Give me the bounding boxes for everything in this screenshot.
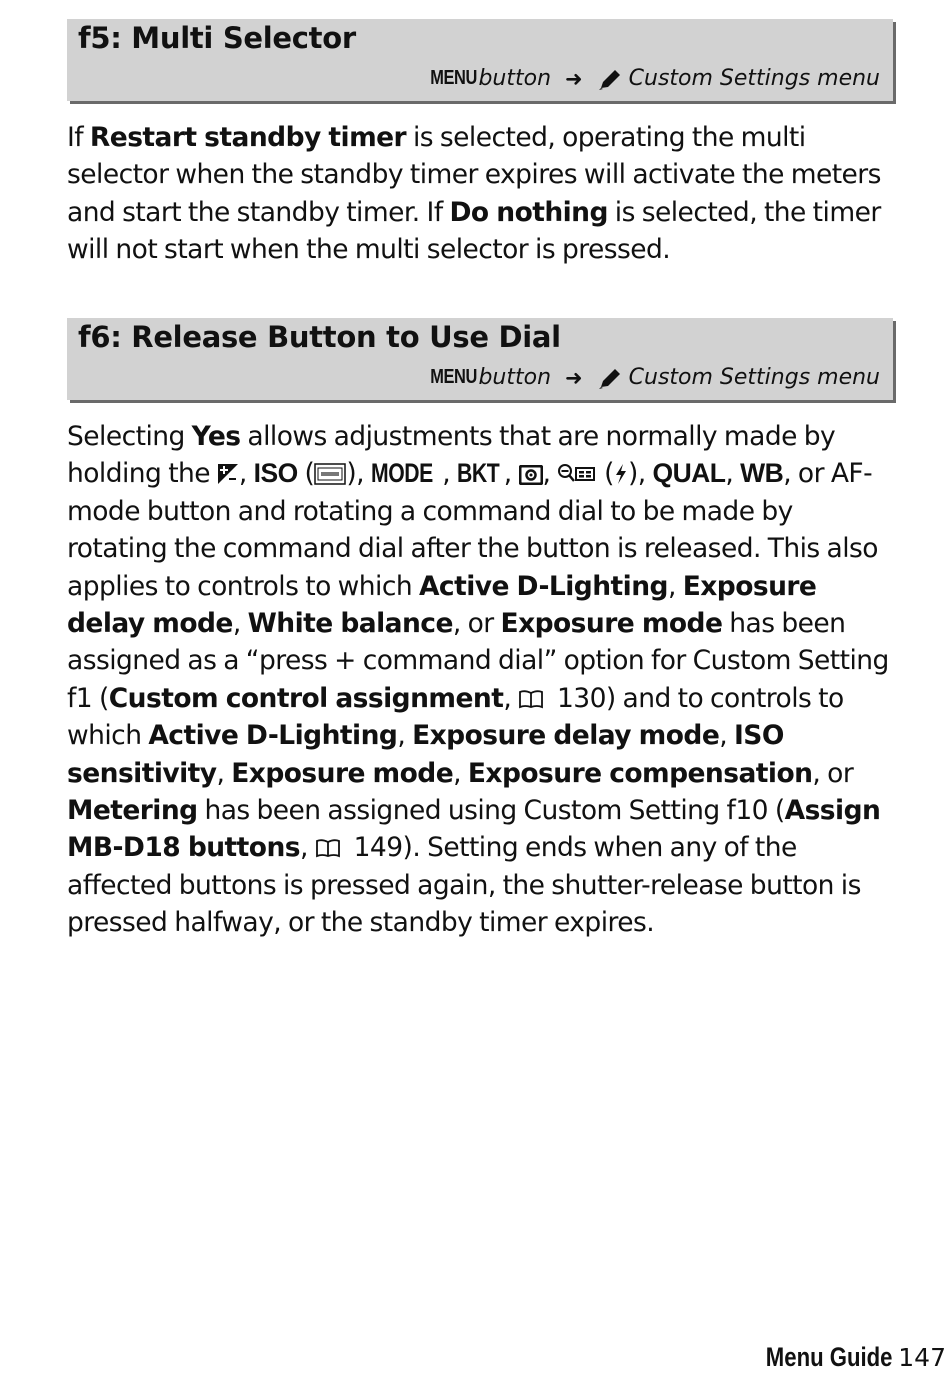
page-footer [738, 1342, 946, 1373]
body-text: , or [812, 757, 854, 789]
body-text: , [232, 608, 248, 640]
setting-option: Metering [67, 795, 198, 827]
setting-option: Exposure delay mode [67, 570, 817, 640]
menu-breadcrumb [420, 66, 880, 91]
body-text: is selected, operating the multi selector when the standby timer expires will activate the meters and start the standby timer. If [67, 122, 881, 228]
body-text: Selecting [67, 421, 192, 452]
custom-settings-menu-label: Custom Settings menu [628, 66, 880, 91]
setting-option: Active D-Lighting [418, 570, 668, 602]
body-text: , [725, 458, 741, 490]
body-text: , or [452, 608, 501, 640]
button-label: button [478, 365, 552, 390]
body-text: , [542, 458, 558, 490]
body-text: ), [346, 458, 371, 490]
wb-button-label: WB [740, 458, 784, 489]
iso-button-label: ISO [253, 458, 298, 489]
setting-option: Do nothing [449, 196, 608, 228]
setting-option: Exposure delay mode [412, 720, 720, 752]
setting-option: ISO sensitivity [67, 720, 784, 789]
body-text: , [667, 570, 683, 602]
setting-option: White balance [247, 608, 453, 640]
body-text: If [67, 122, 90, 153]
button-label: button [478, 66, 552, 91]
menu-key-label: MENU [429, 366, 477, 388]
body-text: , [442, 458, 457, 490]
arrow-icon: ➜ [565, 66, 583, 91]
menu-key-label: MENU [429, 67, 477, 89]
section-body-f5 [67, 119, 897, 269]
page-reference: 149 [346, 832, 403, 864]
zoom-out-thumbnail-icon [557, 463, 597, 485]
exposure-compensation-icon [217, 463, 239, 485]
qual-button-label: QUAL [652, 458, 726, 489]
body-text: ( [597, 458, 614, 490]
section-body-f6 [67, 418, 897, 942]
section-title: f6: Release Button to Use Dial [78, 320, 561, 354]
section-header-f6 [67, 318, 893, 400]
page-reference: 130 [550, 682, 606, 714]
setting-option: Active D-Lighting [148, 720, 398, 752]
section-header-f5 [67, 19, 893, 101]
body-text: , [503, 458, 519, 490]
body-text: ). Setting ends when any of the affected buttons is pressed again, the shutter-release button is pressed halfway, or the standby timer expires. [67, 832, 861, 939]
body-text: , [397, 720, 413, 752]
setting-option: Exposure mode [231, 757, 454, 789]
body-text: ), [627, 458, 653, 490]
metering-icon [519, 465, 543, 485]
pencil-icon [597, 366, 623, 390]
body-text: allows adjustments that are normally made by holding the [67, 421, 836, 490]
section-title: f5: Multi Selector [78, 21, 356, 55]
setting-option: Exposure mode [500, 608, 723, 640]
body-text: , [238, 458, 254, 490]
setting-option: Assign MB-D18 buttons [67, 795, 881, 864]
body-text: , or AF-mode button and rotating a command dial to be made by rotating the command dial after the button is released. This also applies to controls to which [67, 458, 878, 602]
body-text: , [453, 757, 468, 789]
pencil-icon [597, 67, 623, 91]
footer-section-label: Menu Guide [765, 1342, 893, 1372]
flash-icon [614, 463, 628, 485]
body-text: ) and to controls to which [67, 682, 844, 752]
setting-option: Exposure compensation [467, 757, 813, 789]
book-icon [518, 689, 544, 709]
body-text: has been assigned using Custom Setting f10 ( [197, 795, 785, 827]
body-text: ( [297, 458, 315, 490]
format-icon [314, 463, 346, 485]
book-icon [315, 838, 341, 858]
setting-option: Yes [191, 421, 241, 452]
body-text: , [503, 682, 519, 714]
body-text: , [719, 720, 734, 752]
page-number: 147 [898, 1343, 946, 1372]
body-text: is selected, the timer will not start when the multi selector is pressed. [67, 196, 881, 266]
body-text: , [216, 757, 232, 789]
setting-option: Custom control assignment [108, 682, 504, 714]
menu-breadcrumb [420, 365, 880, 390]
setting-option: Restart standby timer [89, 122, 407, 153]
body-text: has been assigned as a “press + command dial” option for Custom Setting f1 ( [67, 608, 889, 714]
bkt-button-label: BKT [456, 458, 500, 489]
mode-button-label: MODE [370, 458, 433, 489]
arrow-icon: ➜ [565, 365, 583, 390]
custom-settings-menu-label: Custom Settings menu [628, 365, 880, 390]
body-text: , [299, 832, 315, 864]
